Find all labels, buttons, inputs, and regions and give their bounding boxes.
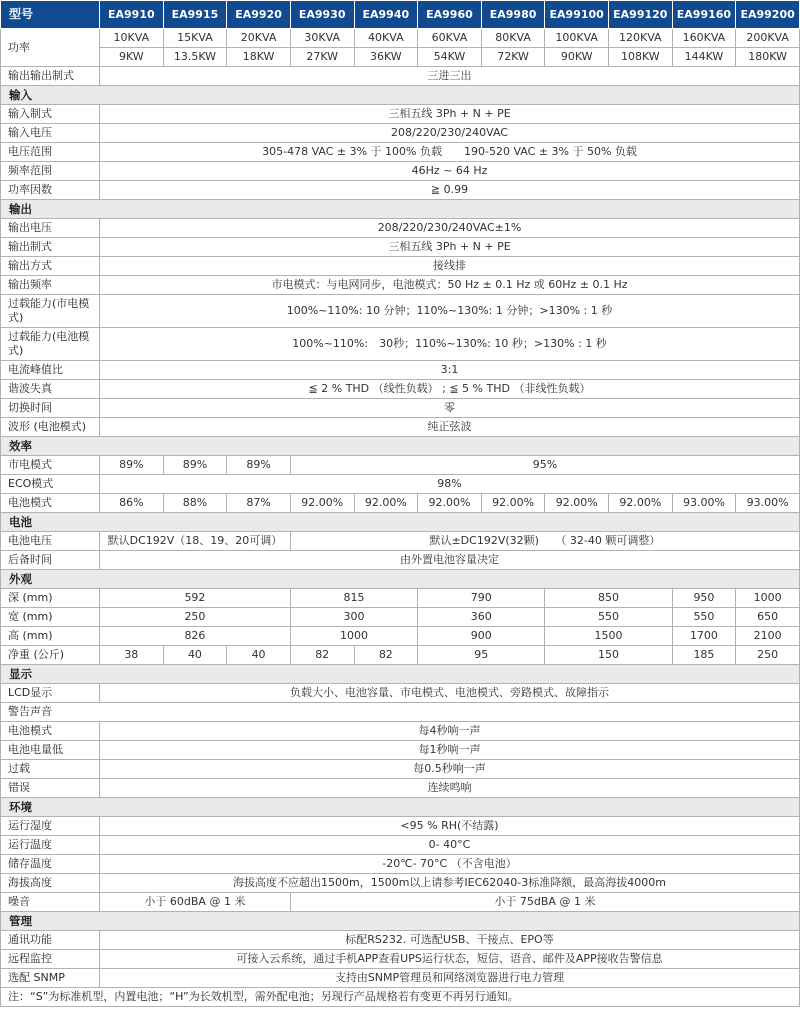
table-row — [1, 893, 800, 912]
spec-value: 默认DC192V（18、19、20可调） — [100, 532, 291, 551]
spec-value: 82 — [354, 646, 418, 665]
spec-value: <95 % RH(不结露) — [100, 817, 800, 836]
spec-value: 180KW — [736, 48, 800, 67]
spec-value: 160KVA — [672, 29, 736, 48]
spec-value: 90KW — [545, 48, 609, 67]
table-row — [1, 1, 800, 29]
table-row — [1, 798, 800, 817]
table-row — [1, 475, 800, 494]
section-header: 显示 — [1, 665, 800, 684]
table-row — [1, 760, 800, 779]
spec-value: 可接入云系统，通过手机APP查看UPS运行状态，短信、语音、邮件及APP接收告警信息 — [100, 950, 800, 969]
table-row — [1, 124, 800, 143]
table-row — [1, 67, 800, 86]
spec-value: 每1秒响一声 — [100, 741, 800, 760]
table-row — [1, 418, 800, 437]
spec-value: 87% — [227, 494, 291, 513]
spec-value: 305-478 VAC ± 3% 于 100% 负载 190-520 VAC ± 3% 于 50% 负载 — [100, 143, 800, 162]
table-row — [1, 86, 800, 105]
table-row — [1, 665, 800, 684]
table-row — [1, 361, 800, 380]
spec-value: 108KW — [609, 48, 673, 67]
spec-value: 650 — [736, 608, 800, 627]
model-header: EA9960 — [418, 1, 482, 29]
table-row — [1, 988, 800, 1007]
spec-value: 9KW — [100, 48, 164, 67]
spec-value: 98% — [100, 475, 800, 494]
spec-value: 10KVA — [100, 29, 164, 48]
spec-value: 36KW — [354, 48, 418, 67]
section-header: 电池 — [1, 513, 800, 532]
spec-value: 30KVA — [290, 29, 354, 48]
spec-value: 900 — [418, 627, 545, 646]
spec-value: 1500 — [545, 627, 672, 646]
model-header: EA99100 — [545, 1, 609, 29]
model-column-header-label: 型号 — [1, 1, 100, 29]
row-label: 电压范围 — [1, 143, 100, 162]
row-label: 后备时间 — [1, 551, 100, 570]
spec-value: 208/220/230/240VAC±1% — [100, 219, 800, 238]
spec-value: 100%~110%: 30秒；110%~130%: 10 秒；>130% : 1 秒 — [100, 328, 800, 361]
table-row — [1, 456, 800, 475]
row-label: 电池电量低 — [1, 741, 100, 760]
model-header: EA99160 — [672, 1, 736, 29]
spec-value: 20KVA — [227, 29, 291, 48]
row-label: 电流峰值比 — [1, 361, 100, 380]
spec-value: 纯正弦波 — [100, 418, 800, 437]
spec-value: 86% — [100, 494, 164, 513]
model-header: EA9980 — [481, 1, 545, 29]
spec-value: 1700 — [672, 627, 736, 646]
row-label: 电池模式 — [1, 722, 100, 741]
table-row — [1, 143, 800, 162]
spec-value: 18KW — [227, 48, 291, 67]
row-label: 警告声音 — [1, 703, 800, 722]
spec-value: 826 — [100, 627, 291, 646]
section-header: 外观 — [1, 570, 800, 589]
row-label: 输入制式 — [1, 105, 100, 124]
spec-value: 89% — [227, 456, 291, 475]
row-label: 频率范围 — [1, 162, 100, 181]
row-label: 错误 — [1, 779, 100, 798]
row-label: 功率因数 — [1, 181, 100, 200]
spec-value: 40KVA — [354, 29, 418, 48]
table-row — [1, 29, 800, 48]
row-label: 切换时间 — [1, 399, 100, 418]
model-header: EA99200 — [736, 1, 800, 29]
spec-value: 144KW — [672, 48, 736, 67]
spec-value: 92.00% — [418, 494, 482, 513]
spec-value: 950 — [672, 589, 736, 608]
table-row — [1, 969, 800, 988]
row-label: 净重 (公斤) — [1, 646, 100, 665]
model-header: EA9930 — [290, 1, 354, 29]
table-row — [1, 328, 800, 361]
table-row — [1, 48, 800, 67]
spec-value: 850 — [545, 589, 672, 608]
row-label: 深 (mm) — [1, 589, 100, 608]
model-header: EA99120 — [609, 1, 673, 29]
spec-value: 92.00% — [354, 494, 418, 513]
row-label: 输出方式 — [1, 257, 100, 276]
spec-value: 185 — [672, 646, 736, 665]
spec-value: 1000 — [736, 589, 800, 608]
spec-value: 2100 — [736, 627, 800, 646]
row-label: 海拔高度 — [1, 874, 100, 893]
spec-value: 120KVA — [609, 29, 673, 48]
table-row — [1, 931, 800, 950]
spec-value: 88% — [163, 494, 227, 513]
table-row — [1, 817, 800, 836]
table-row — [1, 181, 800, 200]
table-row — [1, 950, 800, 969]
spec-value: 由外置电池容量决定 — [100, 551, 800, 570]
spec-value: 92.00% — [545, 494, 609, 513]
row-label: LCD显示 — [1, 684, 100, 703]
table-row — [1, 608, 800, 627]
spec-value: -20℃- 70°C （不含电池） — [100, 855, 800, 874]
model-header: EA9940 — [354, 1, 418, 29]
row-label: 输出制式 — [1, 238, 100, 257]
table-row — [1, 437, 800, 456]
spec-value: 300 — [290, 608, 417, 627]
section-header: 效率 — [1, 437, 800, 456]
spec-value: 93.00% — [672, 494, 736, 513]
row-label: 过载能力(电池模式) — [1, 328, 100, 361]
spec-value: 92.00% — [290, 494, 354, 513]
table-row — [1, 627, 800, 646]
table-row — [1, 238, 800, 257]
table-row — [1, 295, 800, 328]
spec-value: ≧ 0.99 — [100, 181, 800, 200]
table-row — [1, 589, 800, 608]
spec-value: 150 — [545, 646, 672, 665]
row-label: 输出频率 — [1, 276, 100, 295]
row-label: 选配 SNMP — [1, 969, 100, 988]
spec-value: 接线排 — [100, 257, 800, 276]
spec-value: 550 — [545, 608, 672, 627]
spec-value: 1000 — [290, 627, 417, 646]
row-label: ECO模式 — [1, 475, 100, 494]
spec-value: 72KW — [481, 48, 545, 67]
spec-value: 三进三出 — [100, 67, 800, 86]
table-row — [1, 276, 800, 295]
row-label: 过载 — [1, 760, 100, 779]
spec-value: 100%~110%: 10 分钟；110%~130%: 1 分钟；>130% : 1 秒 — [100, 295, 800, 328]
row-label: 噪音 — [1, 893, 100, 912]
spec-value: 连续鸣响 — [100, 779, 800, 798]
model-header: EA9920 — [227, 1, 291, 29]
row-label: 谐波失真 — [1, 380, 100, 399]
table-row — [1, 513, 800, 532]
spec-value: 15KVA — [163, 29, 227, 48]
spec-value: 0- 40°C — [100, 836, 800, 855]
table-row — [1, 200, 800, 219]
spec-value: 80KVA — [481, 29, 545, 48]
spec-value: 支持由SNMP管理员和网络浏览器进行电力管理 — [100, 969, 800, 988]
spec-value: 250 — [736, 646, 800, 665]
row-label: 宽 (mm) — [1, 608, 100, 627]
row-label: 输出输出制式 — [1, 67, 100, 86]
section-header: 输出 — [1, 200, 800, 219]
spec-value: 标配RS232. 可选配USB、干接点、EPO等 — [100, 931, 800, 950]
spec-value: 每0.5秒响一声 — [100, 760, 800, 779]
row-label: 市电模式 — [1, 456, 100, 475]
spec-value: 200KVA — [736, 29, 800, 48]
row-label: 功率 — [1, 29, 100, 67]
spec-value: 60KVA — [418, 29, 482, 48]
table-row — [1, 779, 800, 798]
spec-value: 550 — [672, 608, 736, 627]
table-row — [1, 703, 800, 722]
spec-value: 负载大小、电池容量、市电模式、电池模式、旁路模式、故障指示 — [100, 684, 800, 703]
spec-value: 95% — [290, 456, 799, 475]
row-label: 储存温度 — [1, 855, 100, 874]
spec-value: 54KW — [418, 48, 482, 67]
spec-value: 93.00% — [736, 494, 800, 513]
spec-value: 40 — [227, 646, 291, 665]
spec-value: 360 — [418, 608, 545, 627]
table-row — [1, 741, 800, 760]
model-header: EA9915 — [163, 1, 227, 29]
section-header: 环境 — [1, 798, 800, 817]
spec-value: 38 — [100, 646, 164, 665]
spec-value: 13.5KW — [163, 48, 227, 67]
table-row — [1, 722, 800, 741]
row-label: 电池电压 — [1, 532, 100, 551]
table-row — [1, 570, 800, 589]
row-label: 输出电压 — [1, 219, 100, 238]
spec-value: 46Hz ~ 64 Hz — [100, 162, 800, 181]
spec-value: 92.00% — [609, 494, 673, 513]
table-row — [1, 219, 800, 238]
spec-value: 790 — [418, 589, 545, 608]
spec-value: 250 — [100, 608, 291, 627]
spec-value: 27KW — [290, 48, 354, 67]
spec-value: 小于 75dBA @ 1 米 — [290, 893, 799, 912]
row-label: 运行温度 — [1, 836, 100, 855]
table-row — [1, 551, 800, 570]
spec-value: 市电模式：与电网同步，电池模式：50 Hz ± 0.1 Hz 或 60Hz ± 0.1 Hz — [100, 276, 800, 295]
model-header: EA9910 — [100, 1, 164, 29]
spec-value: 815 — [290, 589, 417, 608]
table-row — [1, 912, 800, 931]
table-row — [1, 105, 800, 124]
table-row — [1, 257, 800, 276]
spec-value: 零 — [100, 399, 800, 418]
row-label: 高 (mm) — [1, 627, 100, 646]
row-label: 通讯功能 — [1, 931, 100, 950]
table-row — [1, 684, 800, 703]
table-row — [1, 855, 800, 874]
spec-value: 89% — [163, 456, 227, 475]
spec-value: 92.00% — [481, 494, 545, 513]
spec-value: 每4秒响一声 — [100, 722, 800, 741]
spec-value: 3:1 — [100, 361, 800, 380]
row-label: 过载能力(市电模式) — [1, 295, 100, 328]
section-header: 输入 — [1, 86, 800, 105]
spec-value: 小于 60dBA @ 1 米 — [100, 893, 291, 912]
spec-value: 95 — [418, 646, 545, 665]
table-row — [1, 646, 800, 665]
spec-value: 89% — [100, 456, 164, 475]
table-row — [1, 399, 800, 418]
table-row — [1, 836, 800, 855]
row-label: 波形 (电池模式) — [1, 418, 100, 437]
spec-value: 海拔高度不应超出1500m，1500m以上请参考IEC62040-3标准降额，最高海拔4000m — [100, 874, 800, 893]
table-row — [1, 162, 800, 181]
table-row — [1, 380, 800, 399]
spec-value: 208/220/230/240VAC — [100, 124, 800, 143]
section-header: 管理 — [1, 912, 800, 931]
table-row — [1, 532, 800, 551]
spec-value: 82 — [290, 646, 354, 665]
row-label: 电池模式 — [1, 494, 100, 513]
footnote: 注：“S”为标准机型，内置电池；“H”为长效机型，需外配电池；另现行产品规格若有变更不再另行通知。 — [1, 988, 800, 1007]
spec-value: 100KVA — [545, 29, 609, 48]
row-label: 运行湿度 — [1, 817, 100, 836]
row-label: 输入电压 — [1, 124, 100, 143]
row-label: 远程监控 — [1, 950, 100, 969]
table-row — [1, 874, 800, 893]
spec-value: 592 — [100, 589, 291, 608]
table-row — [1, 494, 800, 513]
spec-value: ≦ 2 % THD （线性负载） ; ≦ 5 % THD （非线性负载） — [100, 380, 800, 399]
spec-value: 40 — [163, 646, 227, 665]
spec-value: 三相五线 3Ph + N + PE — [100, 238, 800, 257]
spec-value: 三相五线 3Ph + N + PE — [100, 105, 800, 124]
spec-value: 默认±DC192V(32颗) （ 32-40 颗可调整） — [290, 532, 799, 551]
